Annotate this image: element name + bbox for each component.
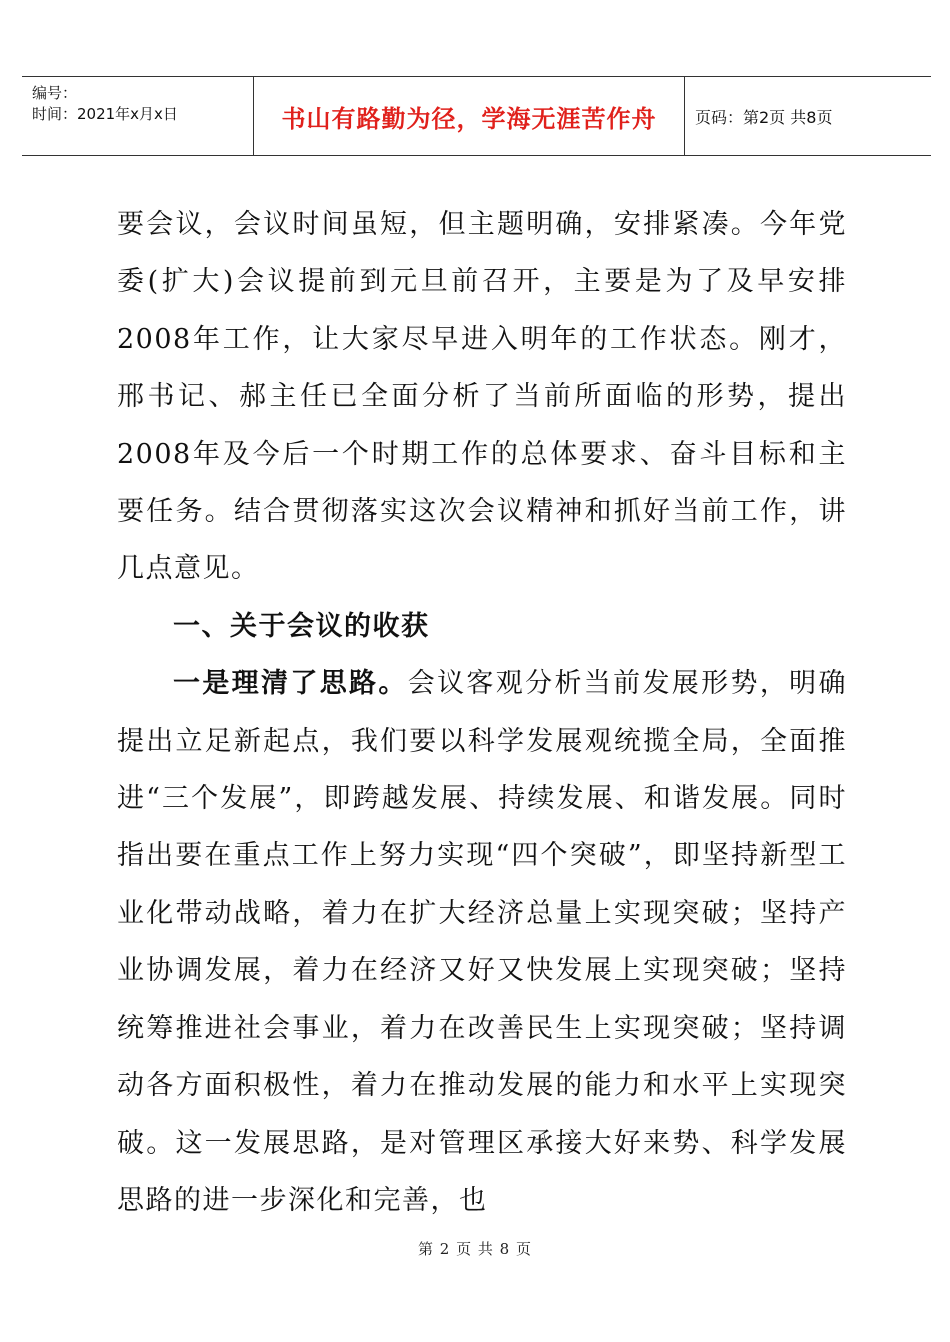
paragraph-text: 会议客观分析当前发展形势，明确提出立足新起点，我们要以科学发展观统揽全局，全面推进“三个发展”，即跨越发展、持续发展、和谐发展。同时指出要在重点工作上努力实现“四个突破”，即坚持新型工业化带动战略，着力在扩大经济总量上实现突破；坚持产业协调发展，着力在经济又好又快发展上实现突破；坚持统筹推进社会事业，着力在改善民生上实现突破；坚持调动各方面积极性，着力在推动发展的能力和水平上实现突破。这一发展思路，是对管理区承接大好来势、科学发展思路的进一步深化和完善，也 [117,668,848,1216]
document-header [22,76,931,156]
paragraph-continued: 要会议，会议时间虽短，但主题明确，安排紧凑。今年党委(扩大)会议提前到元旦前召开，主要是为了及早安排2008年工作，让大家尽早进入明年的工作状态。刚才，邢书记、郝主任已全面分析了当前所面临的形势，提出2008年及今后一个时期工作的总体要求、奋斗目标和主要任务。结合贯彻落实这次会议精神和抓好当前工作，讲几点意见。 [117,209,847,585]
document-number: 编号： [32,84,78,102]
paragraph [117,655,847,1229]
document-body [117,196,847,1229]
header-page-number: 页码：第2页 共8页 [695,107,833,127]
paragraph-lead: 一是理清了思路。 [173,668,408,700]
section-heading: 一、关于会议的收获 [173,610,430,642]
header-meta [22,77,254,155]
page-footer: 第 2 页 共 8 页 [418,1240,532,1258]
header-motto: 书山有路勤为径，学海无涯苦作舟 [254,77,685,155]
document-date: 时间：2021年x月x日 [32,105,178,123]
